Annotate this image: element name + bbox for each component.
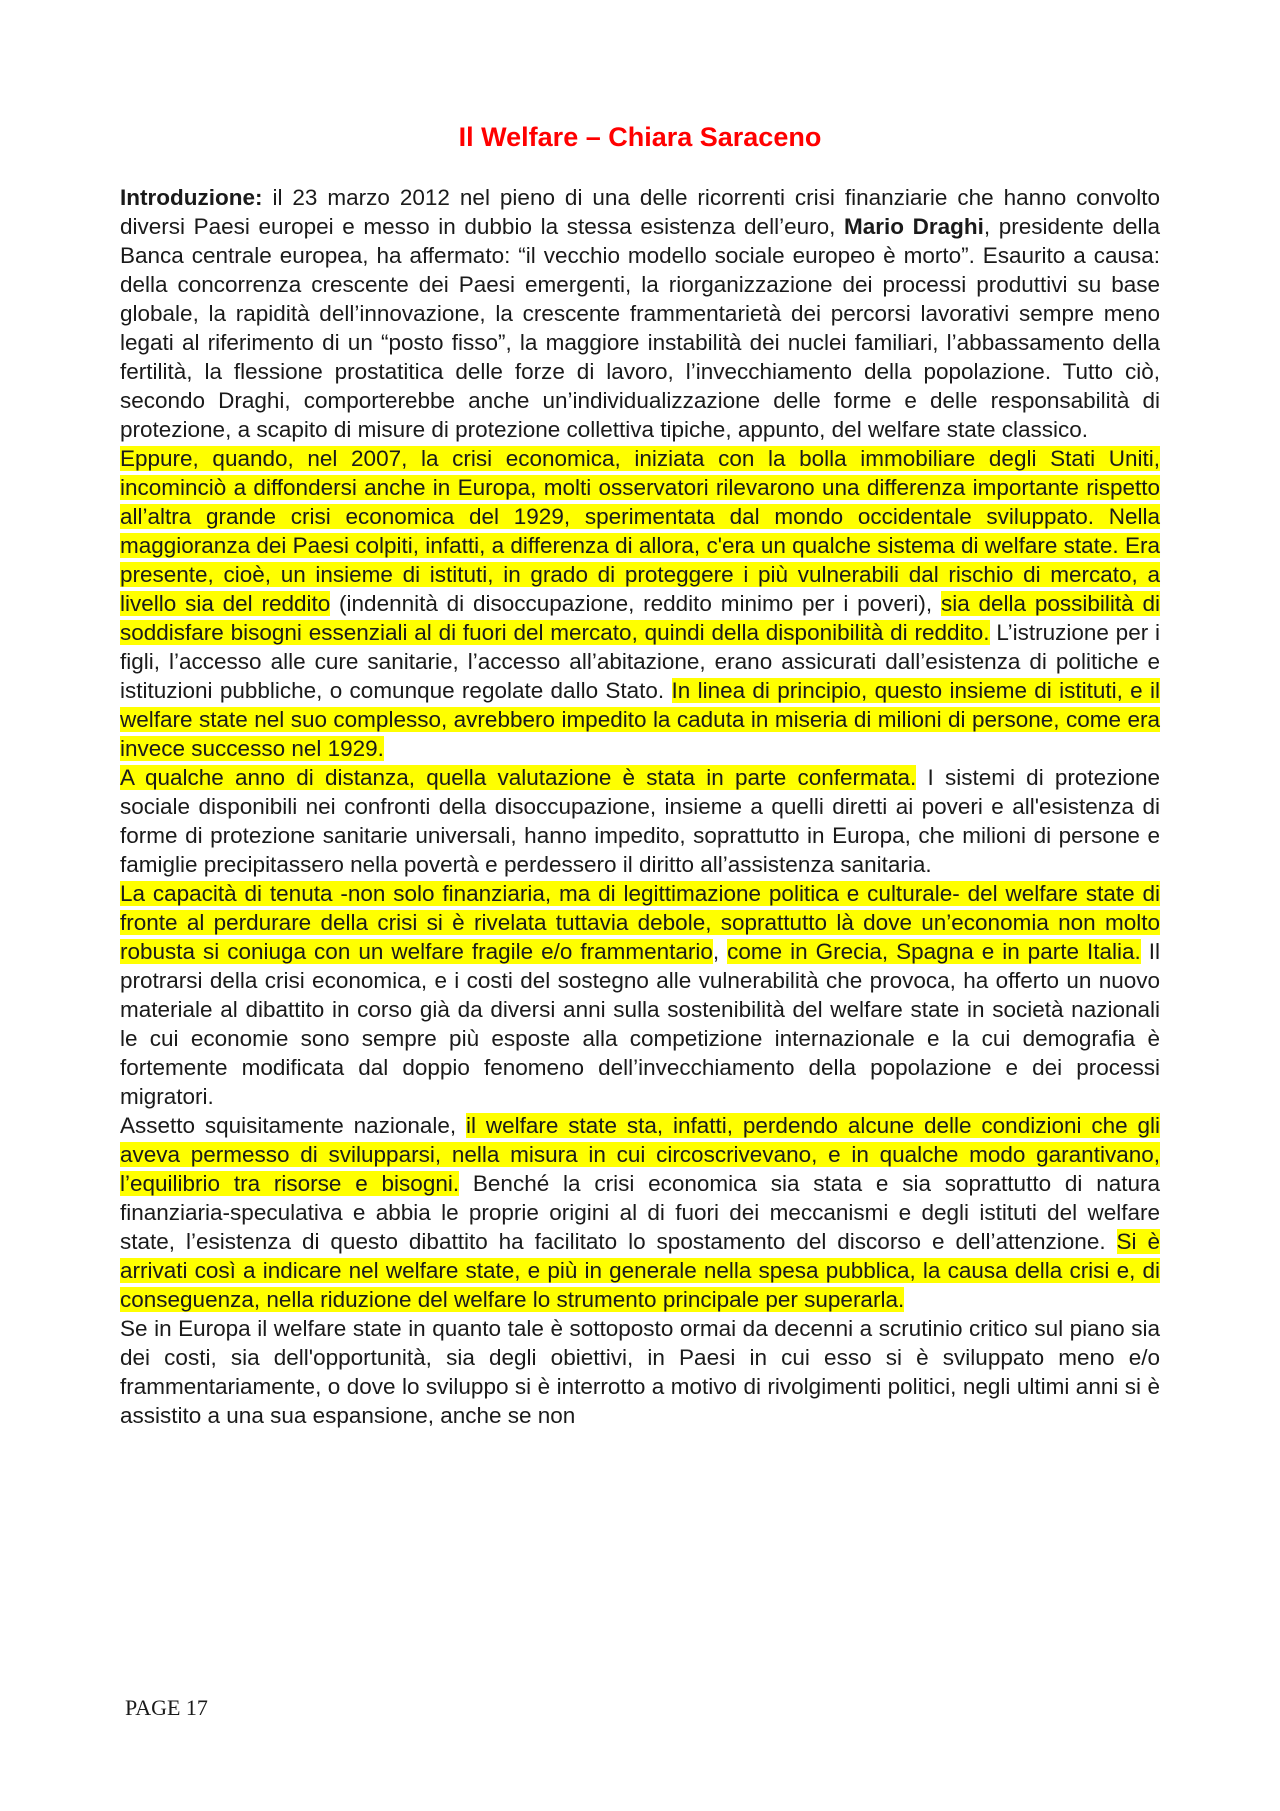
highlighted-text: In linea di principio, questo insieme di istituti, e il welfare state nel suo complesso, avrebbero impedito la caduta in miseria di milioni di persone, come era invece successo nel 1929. [120, 678, 1160, 761]
highlighted-text: come in Grecia, Spagna e in parte Italia. [727, 939, 1141, 964]
text-run: (indennità di disoccupazione, reddito minimo per i poveri), [330, 591, 941, 616]
text-run: Assetto squisitamente nazionale, [120, 1113, 467, 1138]
text-run: L’istruzione per i figli, l’accesso alle cure sanitarie, l’accesso all’abitazione, erano assicurati dall’esistenza di politiche e istituzioni pubbliche, o comunque regolate dallo Stato. [120, 620, 1161, 703]
intro-colon: : [254, 185, 263, 210]
document-body [120, 183, 1160, 1430]
highlighted-text: il welfare state sta, infatti, perdendo alcune delle condizioni che gli aveva permesso di svilupparsi, nella misura in cui circoscrivevano, e in qualche modo garantivano, l’equilibrio tra risorse e bisogni. [120, 1113, 1160, 1196]
paragraph-evaluation [120, 763, 1160, 879]
page-number: PAGE 17 [125, 1695, 208, 1720]
paragraph-introduction [120, 183, 1160, 444]
text-run: Benché la crisi economica sia stata e sia soprattutto di natura finanziaria-speculativa e abbia le proprie origini al di fuori dei meccanismi e degli istituti del welfare state, l’esistenza di questo dibattito ha facilitato lo spostamento del discorso e dell’attenzione. [120, 1171, 1160, 1254]
text-run: il 23 marzo 2012 nel pieno di una delle ricorrenti crisi finanziarie che hanno convolto diversi Paesi europei e messo in dubbio la stessa esistenza dell’euro, [120, 185, 1160, 239]
paragraph-crisis-2007 [120, 444, 1160, 763]
highlighted-text: sia della possibilità di soddisfare bisogni essenziali al di fuori del mercato, quindi della disponibilità di reddito. [120, 591, 1160, 645]
text-run: Il protrarsi della crisi economica, e i costi del sostegno alle vulnerabilità che provoca, ha offerto un nuovo materiale al dibattito in corso già da diversi anni sulla sostenibilità del welfare state in società nazionali le cui economie sono sempre più esposte alla competizione internazionale e la cui demografia è fortemente modificata dal doppio fenomeno dell’invecchiamento della popolazione e dei processi migratori. [120, 939, 1160, 1109]
paragraph-national-asset [120, 1111, 1160, 1314]
text-run: , presidente della Banca centrale europea, ha affermato: “il vecchio modello sociale europeo è morto”. Esaurito a causa: della concorrenza crescente dei Paesi emergenti, la riorganizzazione dei processi produttivi su base globale, la rapidità dell’innovazione, la crescente frammentarietà dei percorsi lavorativi sempre meno legati al riferimento di un “posto fisso”, la maggiore instabilità dei nuclei familiari, l’abbassamento della fertilità, la flessione prostatitica delle forze di lavoro, l’invecchiamento della popolazione. Tutto ciò, secondo Draghi, comporterebbe anche un’individualizzazione delle forme e delle responsabilità di protezione, a scapito di misure di protezione collettiva tipiche, appunto, del welfare state classico. [120, 214, 1160, 442]
text-run: Se in Europa il welfare state in quanto tale è sottoposto ormai da decenni a scrutinio critico sul piano sia dei costi, sia dell'opportunità, sia degli obiettivi, in Paesi in cui esso si è sviluppato meno e/o frammentariamente, o dove lo sviluppo si è interrotto a motivo di rivolgimenti politici, negli ultimi anni si è assistito a una sua espansione, anche se non [120, 1316, 1160, 1428]
highlighted-text: Si è arrivati così a indicare nel welfare state, e più in generale nella spesa pubblica, la causa della crisi e, di conseguenza, nella riduzione del welfare lo strumento principale per superarla. [120, 1229, 1160, 1312]
intro-label: Introduzione [120, 185, 255, 210]
highlighted-text: Eppure, quando, nel 2007, la crisi economica, iniziata con la bolla immobiliare degli Stati Uniti, incominciò a diffondersi anche in Europa, molti osservatori rilevarono una differenza importante rispetto all’altra grande crisi economica del 1929, sperimentata dal mondo occidentale sviluppato. Nella maggioranza dei Paesi colpiti, infatti, a differenza di allora, c'era un qualche sistema di welfare state. Era presente, cioè, un insieme di istituti, in grado di proteggere i più vulnerabili dal rischio di mercato, a livello sia del reddito [120, 446, 1160, 616]
highlighted-text: A qualche anno di distanza, quella valutazione è stata in parte confermata. [120, 765, 917, 790]
paragraph-europe [120, 1314, 1160, 1430]
text-run: , [712, 939, 728, 964]
name-mario-draghi: Mario Draghi [843, 214, 984, 239]
highlighted-text: La capacità di tenuta -non solo finanziaria, ma di legittimazione politica e culturale- del welfare state di fronte al perdurare della crisi si è rivelata tuttavia debole, soprattutto là dove un’economia non molto robusta si coniuga con un welfare fragile e/o frammentario [120, 881, 1160, 964]
page-title: Il Welfare – Chiara Saraceno [458, 122, 822, 152]
text-run: I sistemi di protezione sociale disponibili nei confronti della disoccupazione, insieme a quelli diretti ai poveri e all'esistenza di forme di protezione sanitarie universali, hanno impedito, soprattutto in Europa, che milioni di persone e famiglie precipitassero nella povertà e perdessero il diritto all’assistenza sanitaria. [120, 765, 1160, 877]
paragraph-capacity [120, 879, 1160, 1111]
